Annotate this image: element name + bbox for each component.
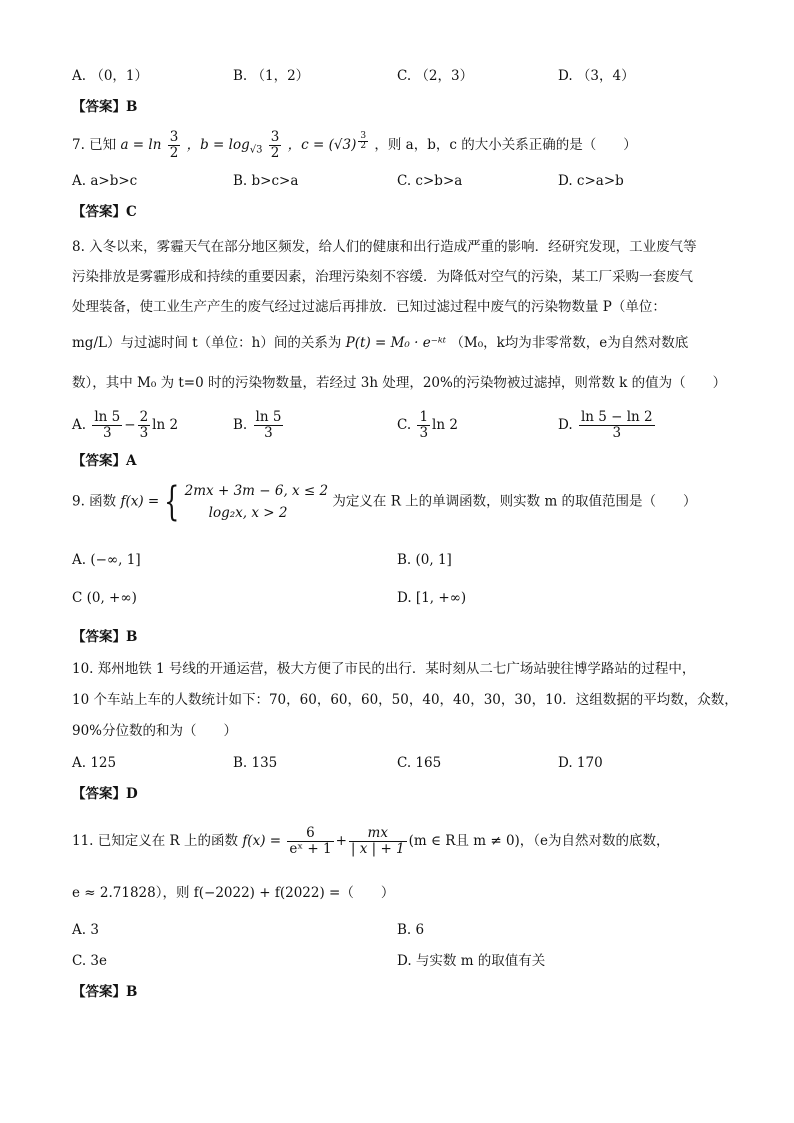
q8-option-a-frac2-num: 2	[139, 409, 149, 425]
q7-frac-a-num: 3	[169, 129, 179, 145]
q8-option-d-num: ln 5 − ln 2	[580, 409, 653, 425]
q8-line-3: 处理装备，使工业生产产生的废气经过过滤后再排放．已知过滤过程中废气的污染物数量 P（单位：	[72, 299, 666, 315]
q6-option-c: C. （2，3）	[397, 68, 474, 84]
q11-frac-1-num: 6	[287, 826, 333, 842]
q6-answer: 【答案】B	[72, 99, 138, 115]
q8-option-c-den: 3	[419, 425, 429, 441]
q10-option-b: B. 135	[233, 755, 278, 771]
q8-option-b-num: ln 5	[255, 409, 282, 425]
q7-option-c: C. c>b>a	[397, 173, 463, 189]
q8-option-a-frac1	[92, 410, 122, 441]
q8-option-b-label: B.	[233, 417, 248, 433]
q11-frac-2-num: mx	[349, 826, 407, 842]
q8-option-b-frac	[254, 410, 284, 441]
q9-option-c: C (0, +∞)	[72, 590, 137, 606]
q11-frac-1-den: eˣ + 1	[289, 841, 332, 857]
q8-line-4a: mg/L）与过滤时间 t（单位：h）间的关系为	[72, 335, 342, 351]
q8-option-d-label: D.	[558, 417, 573, 433]
q8-option-d-den: 3	[612, 425, 622, 441]
q8-option-b	[233, 410, 285, 441]
q11-option-c: C. 3e	[72, 953, 108, 969]
q8-option-b-den: 3	[264, 425, 273, 441]
q10-line-3: 90%分位数的和为（ ）	[72, 723, 238, 739]
q9-stem	[72, 480, 697, 524]
q7-math-b: ，b = log	[186, 137, 250, 153]
q7-frac-a	[168, 130, 181, 161]
q8-option-c-label: C.	[397, 417, 412, 433]
q9-fx: f(x) =	[120, 493, 160, 510]
q11-option-b: B. 6	[397, 922, 425, 938]
q9-brace: {	[164, 479, 180, 525]
q7-frac-b-den: 2	[270, 145, 280, 161]
q10-line-2: 10 个车站上车的人数统计如下：70，60，60，60，50，40，40，30，30，10．这组数据的平均数，众数，	[72, 692, 738, 708]
q9-tail: 为定义在 R 上的单调函数，则实数 m 的取值范围是（ ）	[332, 493, 697, 510]
q11-fx: f(x) =	[242, 833, 282, 849]
q7-option-d: D. c>a>b	[558, 173, 624, 189]
q9-option-b: B. (0, 1]	[397, 552, 452, 568]
q10-option-a: A. 125	[72, 755, 117, 771]
q11-answer: 【答案】B	[72, 984, 138, 1000]
q8-option-a	[72, 410, 178, 441]
q11-option-a: A. 3	[72, 922, 99, 938]
q8-option-a-minus: −	[124, 417, 136, 433]
q8-answer: 【答案】A	[72, 453, 137, 469]
q7-math-a: a = ln	[120, 137, 162, 153]
q8-option-c-tail: ln 2	[432, 417, 458, 433]
q8-option-a-tail: ln 2	[152, 417, 179, 433]
q8-line-4b: （M₀，k均为非零常数，e为自然对数底	[450, 335, 689, 351]
q11-cond: (m ∈ R且 m ≠ 0)，（e为自然对数的底数，	[408, 833, 670, 849]
q6-option-b: B. （1，2）	[233, 68, 310, 84]
q7-option-b: B. b>c>a	[233, 173, 299, 189]
q8-option-c-frac	[417, 410, 430, 441]
q7-frac-b-num: 3	[270, 129, 280, 145]
q8-option-d-frac	[579, 410, 655, 441]
q8-option-c	[397, 410, 458, 441]
q11-frac-1	[287, 826, 333, 857]
q11-line-2: e ≈ 2.71828），则 f(−2022) + f(2022) =（ ）	[72, 885, 395, 901]
q11-prefix: 11. 已知定义在 R 上的函数	[72, 833, 239, 849]
q9-option-a: A. (−∞, 1]	[72, 552, 141, 568]
q11-frac-2-den: | x | + 1	[350, 841, 405, 857]
q7-exp-frac	[358, 132, 368, 151]
q11-frac-2	[349, 826, 407, 857]
q9-cases	[185, 480, 328, 524]
q6-option-d: D. （3，4）	[558, 68, 635, 84]
q9-case-2: log₂x, x > 2	[208, 505, 288, 521]
q8-option-a-frac2	[138, 410, 151, 441]
q7-stem	[72, 130, 637, 161]
q8-formula: P(t) = M₀ · e⁻ᵏᵗ	[345, 335, 447, 351]
q7-answer: 【答案】C	[72, 204, 137, 220]
q11-stem	[72, 826, 670, 857]
q8-option-a-frac1-den: 3	[103, 425, 112, 441]
q8-line-1: 8. 入冬以来，雾霾天气在部分地区频发，给人们的健康和出行造成严重的影响．经研究发现，工业废气等	[72, 239, 697, 255]
q11-option-d: D. 与实数 m 的取值有关	[397, 953, 546, 969]
q8-option-d	[558, 410, 657, 441]
q9-case-1: 2mx + 3m − 6, x ≤ 2	[184, 483, 329, 499]
q8-option-a-frac1-num: ln 5	[94, 409, 121, 425]
q8-option-a-label: A.	[72, 417, 87, 433]
q7-frac-b	[269, 130, 282, 161]
q8-option-c-num: 1	[419, 409, 429, 425]
q7-exp	[356, 130, 370, 151]
q10-option-d: D. 170	[558, 755, 603, 771]
q7-frac-a-den: 2	[169, 145, 179, 161]
q8-option-a-frac2-den: 3	[139, 425, 149, 441]
q8-line-5: 数），其中 M₀ 为 t=0 时的污染物数量，若经过 3h 处理，20%的污染物被过滤掉，则常数 k 的值为（ ）	[72, 375, 727, 391]
q8-line-2: 污染排放是雾霾形成和持续的重要因素，治理污染刻不容缓．为降低对空气的污染，某工厂采购一套废气	[72, 269, 693, 285]
q9-option-d: D. [1, +∞)	[397, 590, 467, 606]
q8-line-4	[72, 333, 688, 353]
q11-plus: +	[335, 833, 347, 849]
q7-exp-num: 3	[360, 130, 367, 141]
q7-option-a: A. a>b>c	[72, 173, 138, 189]
q9-prefix: 9. 函数	[72, 493, 117, 510]
q7-exp-den: 2	[360, 140, 367, 151]
q7-math-c: ，c = (√3)	[287, 137, 357, 153]
q10-answer: 【答案】D	[72, 786, 138, 802]
q7-prefix: 7. 已知	[72, 137, 117, 153]
q7-tail: ，则 a，b，c 的大小关系正确的是（ ）	[374, 137, 637, 153]
q10-option-c: C. 165	[397, 755, 442, 771]
q10-line-1: 10. 郑州地铁 1 号线的开通运营，极大方便了市民的出行．某时刻从二七广场站驶往博学路站的过程中，	[72, 661, 696, 677]
q9-answer: 【答案】B	[72, 629, 138, 645]
q6-option-a: A. （0，1）	[72, 68, 149, 84]
q7-log-base: √3	[249, 144, 263, 156]
